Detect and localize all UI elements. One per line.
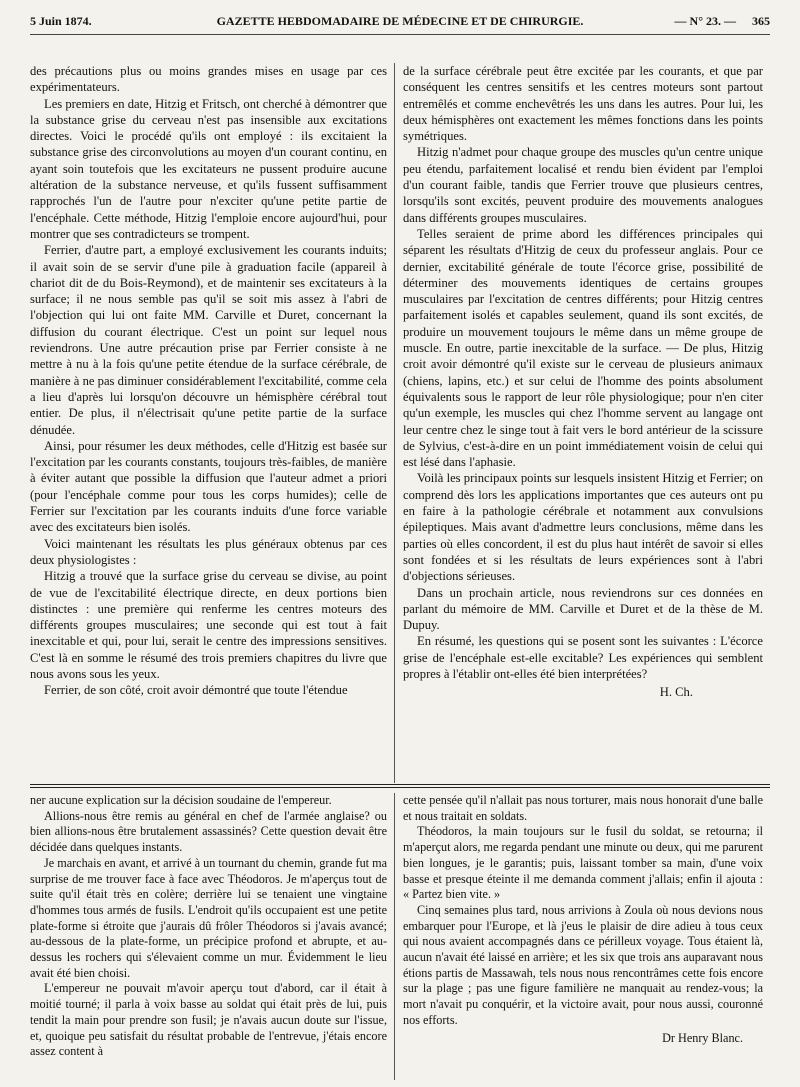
feuilleton-separator xyxy=(30,784,770,788)
paragraph: Dans un prochain article, nous reviendrons sur ces données en parlant du mémoire de MM. Carville et Duret et de la thèse de M. Dupuy. xyxy=(403,585,763,633)
feuilleton-signature: Dr Henry Blanc. xyxy=(662,1030,743,1045)
issue-number: — N° 23. — xyxy=(674,14,736,28)
header-date: 5 Juin 1874. xyxy=(30,14,92,28)
paragraph: Les premiers en date, Hitzig et Fritsch, ont cherché à démontrer que la substance grise du cerveau n'est pas insensible aux excitations directes. Voici le procédé qu'ils ont employé : ils excitaient la substance grise des circonvolutions au moyen d'un courant continu, en ayant soin toutefois que les excitateurs ne pussent produire aucune altération de la substance nerveuse, et qu'ils fussent suffisamment rapprochés l'un de l'autre pour n'exciter qu'une petite partie de l'encéphale. Cette méthode, Hitzig l'emploie encore aujourd'hui, pour montrer que ses contradicteurs se trompent. xyxy=(30,96,387,241)
paragraph: Ainsi, pour résumer les deux méthodes, celle d'Hitzig est basée sur l'excitation par les courants constants, toujours très-faibles, de manière à éviter autant que possible la diffusion que l'auteur admet a priori (pour l'encéphale comme pour tous les corps humides); celle de Ferrier sur l'excitation par les courants induits d'une force variable avec des excitateurs bien isolés. xyxy=(30,438,387,535)
feuilleton-column-right xyxy=(403,793,763,1046)
paragraph: Je marchais en avant, et arrivé à un tournant du chemin, grande fut ma surprise de me trouver face à face avec Théodoros. Je m'aperçus tout de suite qu'il était très en colère; derrière lui se tenaient une vingtaine d'hommes tous armés de fusils. L'endroit qu'ils occupaient est une petite plate-forme si étroite que j'aurais dû frôler Théodoros si j'avais avancé; au-dessous de la plate-forme, un précipice profond et abrupte, et au-dessus les rochers qui s'élevaient comme un mur. Évidemment le lieu avait été bien choisi. xyxy=(30,855,387,980)
paragraph: des précautions plus ou moins grandes mises en usage par ces expérimentateurs. xyxy=(30,64,387,95)
paragraph: Ferrier, d'autre part, a employé exclusivement les courants induits; il avait soin de se servir d'une pile à graduation facile (appareil à chariot dit de du Bois-Reymond), et de maintenir ses excitateurs à la surface; il ne nous semble pas qu'il se soit mis assez à l'abri de l'objection qui lui ont faite MM. Carville et Duret, concernant la diffusion du courant électrique. C'est un point sur lequel nous reviendrons. Une autre précaution prise par Ferrier consiste à ne mettre à nu à la fois qu'une petite étendue de la surface cérébrale, de manière à ne pas diminuer considérablement l'excitabilité, comme cela a lieu d'après lui lorsqu'on découvre un hémisphère cérébral tout entier. De plus, il n'électrisait qu'une petite partie de la surface dénudée. xyxy=(30,243,387,437)
paragraph: Telles seraient de prime abord les différences principales qui séparent les résultats d'Hitzig de ceux du professeur anglais. Pour ce dernier, excitabilité générale de toute l'écorce grise, possibilité de déterminer des mouvements identiques de certains groupes musculaires par l'excitation de centres différents; pour Hitzig centres parfaitement isolés et capables seulement, quand ils sont excités, de produire un mouvement toujours le même dans un même groupe de muscle. En outre, partie inexcitable de la surface. — De plus, Hitzig croit avoir démontré qu'il existe sur le cerveau de plusieurs animaux (chiens, lapins, etc.) et sur celui de l'homme des points absolument équivalents sous le rapport de leur rôle physiologique; pour n'en citer qu'un exemple, les muscles qui chez l'homme servent au langage ont leur centre chez le singe tout à fait vers le bord antérieur de la scissure de Sylvius, c'est-à-dire en un point immédiatement voisin de celui qui est lésé dans l'aphasie. xyxy=(403,226,763,470)
paragraph: Théodoros, la main toujours sur le fusil du soldat, se retourna; il m'aperçut alors, me regarda pendant une minute ou deux, qui me parurent bien longues, je le garantis; puis, laissant tomber sa main, d'une voix basse et presque éteinte il me demanda comment j'allais; enfin il ajouta : « Partez bien vite. » xyxy=(403,824,763,902)
header-right xyxy=(675,8,770,34)
column-divider xyxy=(394,793,395,1080)
paragraph: En résumé, les questions qui se posent sont les suivantes : L'écorce grise de l'encéphale est-elle excitable? Les expériences qui semblent propres à l'établir ont-elles été bien interprétées? xyxy=(403,634,763,681)
paragraph: Ferrier, de son côté, croit avoir démontré que toute l'étendue xyxy=(44,683,348,698)
paragraph: Hitzig n'admet pour chaque groupe des muscles qu'un centre unique peu étendu, parfaitement localisé et rendu bien évident par l'emploi d'un courant faible, tandis que Ferrier trouve que plusieurs centres, lorsqu'ils sont excités, peuvent produire des mouvements analogues dans différents groupes musculaires. xyxy=(403,145,763,225)
paragraph: Hitzig a trouvé que la surface grise du cerveau se divise, au point de vue de l'excitabilité électrique directe, en deux portions bien distinctes : une première qui renferme les centres moteurs des différents groupes musculaires; une seconde qui est tout à fait inexcitable et qui, pour lui, serait le centre des impressions sensitives. C'est là en somme le résumé des trois premiers chapitres du livre que nous avons sous les yeux. xyxy=(30,569,387,681)
article-column-left xyxy=(30,63,387,699)
paragraph: ner aucune explication sur la décision soudaine de l'empereur. xyxy=(30,793,332,807)
paragraph: Voici maintenant les résultats les plus généraux obtenus par ces deux physiologistes : xyxy=(30,536,387,567)
paragraph: Cinq semaines plus tard, nous arrivions à Zoula où nous devions nous embarquer pour l'Europe, et là j'eus le plaisir de dire adieu à tous ceux qui nous avaient accompagnés dans ce périlleux voyage. Tous étaient là, aucun n'avait été laissé en arrière; et les six que trois ans auparavant nous étions partis de Massawah, tels nous nous rencontrâmes cette fois encore sur la plage ; pas une figure familière ne manquait au rendez-vous; la mort n'avait pu conquérir, et la victoire avait, pour nous aussi, couronné nos efforts. xyxy=(403,902,763,1027)
page-header xyxy=(30,8,770,35)
column-divider xyxy=(394,63,395,783)
feuilleton-column-left xyxy=(30,793,387,1060)
header-title: GAZETTE HEBDOMADAIRE DE MÉDECINE ET DE CHIRURGIE. xyxy=(216,14,584,28)
paragraph: Allions-nous être remis au général en chef de l'armée anglaise? ou bien allions-nous être brutalement assassinés? Cette question devait être décidée dans quelques instants. xyxy=(30,808,387,855)
paragraph: Voilà les principaux points sur lesquels insistent Hitzig et Ferrier; on comprend dès lors les applications importantes que ces auteurs ont pu en faire à la pathologie cérébrale et notamment aux convulsions épileptiques. Mais avant d'admettre leurs conclusions, même dans les parties où elles concordent, il est du plus haut intérêt de savoir si elles sont fondées et si les résultats de leurs expériences sont à l'abri d'objections sérieuses. xyxy=(403,471,763,584)
article-signature: H. Ch. xyxy=(659,685,693,700)
paragraph: L'empereur ne pouvait m'avoir aperçu tout d'abord, car il était à moitié tourné; il parla à voix basse au soldat qui était près de lui, puis tendit la main pour prendre son fusil; je n'avais aucun doute sur l'issue, et, quoique peu satisfait du résultat probable de l'entrevue, j'étais encore assez content à xyxy=(30,981,387,1059)
article-column-right xyxy=(403,63,763,701)
page-number: 365 xyxy=(752,14,770,28)
paragraph: de la surface cérébrale peut être excitée par les courants, et que par conséquent les centres sensitifs et les centres moteurs sont partout entremêlés et comme enchevêtrés les uns dans les autres. Pour lui, les deux hémisphères ont exactement les mêmes fonctions dans les points symétriques. xyxy=(403,64,763,144)
paragraph: cette pensée qu'il n'allait pas nous torturer, mais nous honorait d'une balle et nous traitait en soldats. xyxy=(403,793,763,823)
